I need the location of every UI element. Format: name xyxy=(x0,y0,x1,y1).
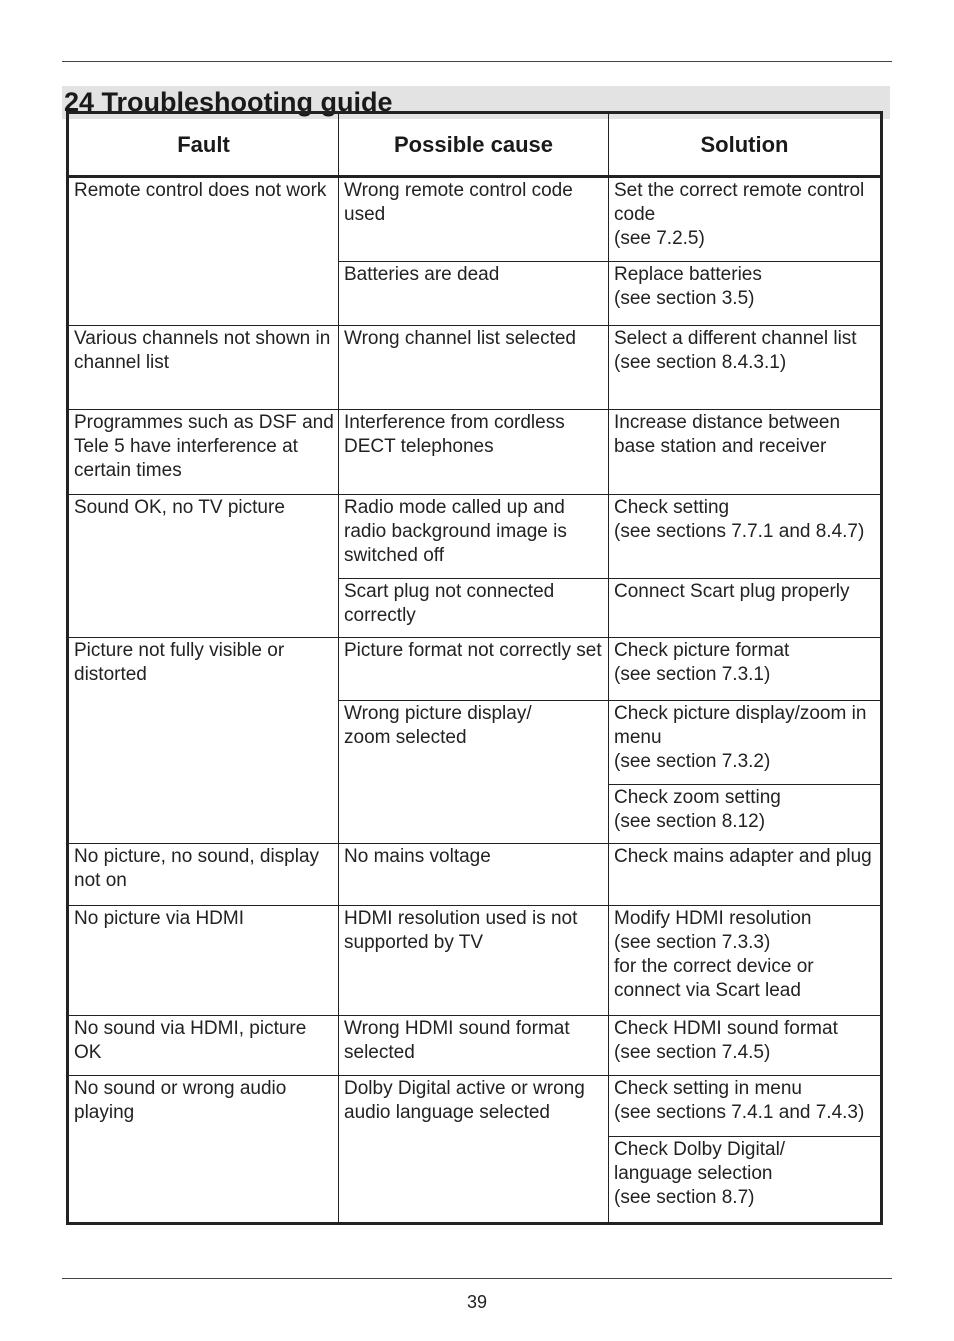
cause-cell: Batteries are dead xyxy=(339,262,609,326)
cause-cell: Dolby Digital active or wrong audio language selected xyxy=(339,1076,609,1224)
solution-cell: Modify HDMI resolution (see section 7.3.3) for the correct device or connect via Scart lead xyxy=(609,906,882,1016)
table-row xyxy=(68,1016,882,1076)
header-fault: Fault xyxy=(68,113,339,177)
solution-cell: Check HDMI sound format (see section 7.4.5) xyxy=(609,1016,882,1076)
cause-cell: No mains voltage xyxy=(339,844,609,906)
fault-cell: Sound OK, no TV picture xyxy=(68,495,339,638)
solution-cell: Replace batteries (see section 3.5) xyxy=(609,262,882,326)
cause-cell: Wrong picture display/ zoom selected xyxy=(339,701,609,844)
table-header-row xyxy=(68,113,882,177)
fault-cell: Various channels not shown in channel list xyxy=(68,326,339,410)
top-rule xyxy=(62,61,892,62)
cause-cell: Wrong remote control code used xyxy=(339,177,609,262)
header-possible-cause: Possible cause xyxy=(339,113,609,177)
table-row xyxy=(68,638,882,701)
header-solution: Solution xyxy=(609,113,882,177)
cause-cell: Wrong channel list selected xyxy=(339,326,609,410)
solution-cell: Connect Scart plug properly xyxy=(609,579,882,638)
cause-cell: Scart plug not connected correctly xyxy=(339,579,609,638)
table-row xyxy=(68,1076,882,1137)
fault-cell: No picture via HDMI xyxy=(68,906,339,1016)
cause-cell: Picture format not correctly set xyxy=(339,638,609,701)
solution-cell: Check picture display/zoom in menu (see section 7.3.2) xyxy=(609,701,882,785)
solution-cell: Select a different channel list (see section 8.4.3.1) xyxy=(609,326,882,410)
table-row xyxy=(68,844,882,906)
fault-cell: No sound via HDMI, picture OK xyxy=(68,1016,339,1076)
solution-cell: Check zoom setting (see section 8.12) xyxy=(609,785,882,844)
solution-cell: Set the correct remote control code (see 7.2.5) xyxy=(609,177,882,262)
fault-cell: Remote control does not work xyxy=(68,177,339,326)
table-row xyxy=(68,177,882,262)
troubleshooting-table xyxy=(66,111,883,1225)
cause-cell: Wrong HDMI sound format selected xyxy=(339,1016,609,1076)
solution-cell: Increase distance between base station and receiver xyxy=(609,410,882,495)
cause-cell: Interference from cordless DECT telephones xyxy=(339,410,609,495)
solution-cell: Check setting (see sections 7.7.1 and 8.4.7) xyxy=(609,495,882,579)
fault-cell: No picture, no sound, display not on xyxy=(68,844,339,906)
solution-cell: Check Dolby Digital/ language selection (see section 8.7) xyxy=(609,1137,882,1224)
cause-cell: HDMI resolution used is not supported by TV xyxy=(339,906,609,1016)
solution-cell: Check mains adapter and plug xyxy=(609,844,882,906)
page-title: 24 Troubleshooting guide xyxy=(62,86,890,119)
solution-cell: Check picture format (see section 7.3.1) xyxy=(609,638,882,701)
page-number: 39 xyxy=(466,1292,488,1312)
fault-cell: No sound or wrong audio playing xyxy=(68,1076,339,1224)
solution-cell: Check setting in menu (see sections 7.4.1 and 7.4.3) xyxy=(609,1076,882,1137)
bottom-rule xyxy=(62,1278,892,1279)
table-row xyxy=(68,906,882,1016)
table-row xyxy=(68,326,882,410)
fault-cell: Picture not fully visible or distorted xyxy=(68,638,339,844)
cause-cell: Radio mode called up and radio background image is switched off xyxy=(339,495,609,579)
table-row xyxy=(68,495,882,579)
fault-cell: Programmes such as DSF and Tele 5 have interference at certain times xyxy=(68,410,339,495)
table-row xyxy=(68,410,882,495)
